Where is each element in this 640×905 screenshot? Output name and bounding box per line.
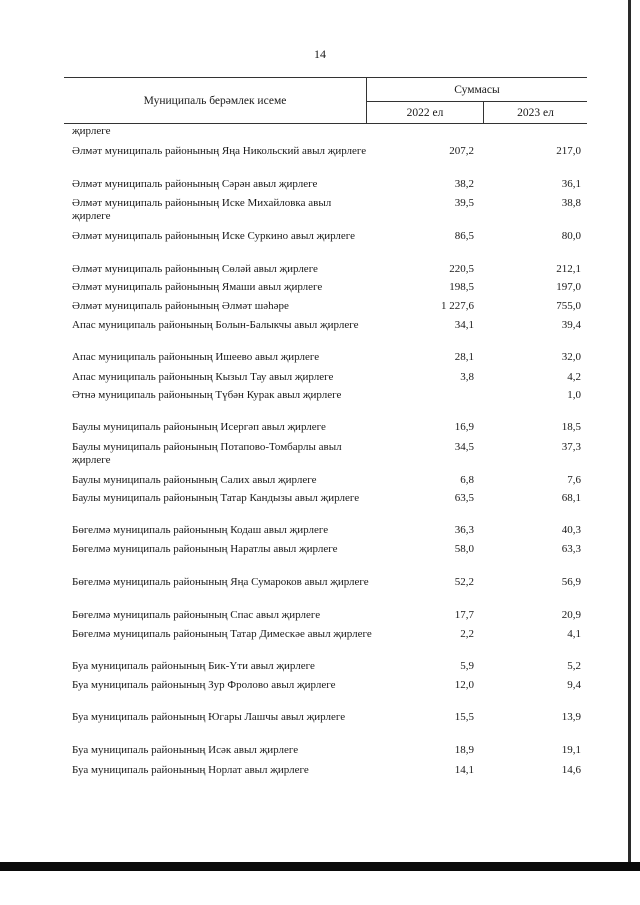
row-name: Баулы муниципаль районының Салих авыл җирлеге	[72, 474, 317, 486]
row-value-2022: 17,7	[454, 609, 474, 621]
row-value-2023: 56,9	[561, 576, 581, 588]
row-name: Бөгелмә муниципаль районының Яңа Сумароков авыл җирлеге	[72, 576, 369, 588]
row-value-2022: 28,1	[454, 351, 474, 363]
row-value-2023: 1,0	[567, 389, 581, 401]
row-value-2022: 38,2	[454, 178, 474, 190]
row-name: Әлмәт муниципаль районының Яңа Никольский авыл җирлеге	[72, 145, 367, 157]
row-value-2022: 198,5	[449, 281, 474, 293]
row-value-2023: 39,4	[561, 319, 581, 331]
row-value-2023: 38,8	[561, 197, 581, 209]
row-value-2023: 4,2	[567, 371, 581, 383]
row-value-2023: 37,3	[561, 441, 581, 453]
row-value-2023: 7,6	[567, 474, 581, 486]
row-value-2023: 63,3	[561, 543, 581, 555]
row-value-2023: 20,9	[561, 609, 581, 621]
row-name: Апас муниципаль районының Болын-Балыкчы авыл җирлеге	[72, 319, 359, 331]
row-value-2023: 217,0	[556, 145, 581, 157]
row-value-2022: 86,5	[454, 230, 474, 242]
row-name: Апас муниципаль районының Кызыл Тау авыл җирлеге	[72, 371, 334, 383]
row-value-2022: 63,5	[454, 492, 474, 504]
row-name: Буа муниципаль районының Исәк авыл җирлеге	[72, 744, 299, 756]
row-value-2022: 15,5	[454, 711, 474, 723]
row-value-2023: 5,2	[567, 660, 581, 672]
row-name: Әлмәт муниципаль районының Иске Михайловка авыл җирлеге	[72, 197, 332, 222]
row-value-2023: 9,4	[567, 679, 581, 691]
row-name: Баулы муниципаль районының Татар Кандызы авыл җирлеге	[72, 492, 360, 504]
row-value-2023: 19,1	[561, 744, 581, 756]
row-name: Баулы муниципаль районының Исергәп авыл җирлеге	[72, 421, 326, 433]
row-name: Апас муниципаль районының Ишеево авыл җирлеге	[72, 351, 320, 363]
row-name: Буа муниципаль районының Зур Фролово авыл җирлеге	[72, 679, 336, 691]
row-value-2022: 1 227,6	[441, 300, 474, 312]
row-value-2023: 4,1	[567, 628, 581, 640]
row-value-2022: 5,9	[460, 660, 474, 672]
column-header-sum: Суммасы	[454, 83, 500, 96]
row-name: Баулы муниципаль районының Потапово-Томбарлы авыл җирлеге	[72, 441, 342, 466]
row-value-2022: 16,9	[454, 421, 474, 433]
row-value-2023: 40,3	[561, 524, 581, 536]
column-header-2022: 2022 ел	[406, 107, 444, 119]
row-name: Әлмәт муниципаль районының Сәрән авыл җирлеге	[72, 178, 318, 190]
row-value-2023: 755,0	[556, 300, 581, 312]
row-value-2022: 18,9	[454, 744, 474, 756]
row-name: Әтнә муниципаль районының Түбән Курак авыл җирлеге	[72, 389, 342, 401]
scan-bottom-bar	[0, 862, 640, 871]
row-value-2023: 13,9	[561, 711, 581, 723]
row-name: Буа муниципаль районының Бик-Үти авыл җирлеге	[72, 660, 315, 672]
row-name: Бөгелмә муниципаль районының Кодаш авыл җирлеге	[72, 524, 329, 536]
row-name: Әлмәт муниципаль районының Иске Суркино авыл җирлеге	[72, 230, 356, 242]
row-name: Буа муниципаль районының Норлат авыл җирлеге	[72, 764, 309, 776]
row-value-2022: 14,1	[454, 764, 474, 776]
column-header-2023: 2023 ел	[517, 107, 554, 119]
row-value-2023: 68,1	[561, 492, 581, 504]
row-value-2022: 220,5	[449, 263, 474, 275]
row-value-2023: 197,0	[556, 281, 581, 293]
row-name: Буа муниципаль районының Югары Лашчы авыл җирлеге	[72, 711, 346, 723]
row-value-2023: 14,6	[561, 764, 581, 776]
row-value-2022: 207,2	[449, 145, 474, 157]
row-value-2023: 36,1	[561, 178, 581, 190]
row-value-2022: 6,8	[460, 474, 474, 486]
row-name: Әлмәт муниципаль районының Әлмәт шәһәре	[72, 300, 289, 312]
row-name: Бөгелмә муниципаль районының Татар Димескәе авыл җирлеге	[72, 628, 372, 640]
row-name: Бөгелмә муниципаль районының Спас авыл җирлеге	[72, 609, 321, 621]
row-value-2023: 32,0	[561, 351, 581, 363]
row-name: Бөгелмә муниципаль районының Наратлы авыл җирлеге	[72, 543, 338, 555]
row-name: Әлмәт муниципаль районының Сөләй авыл җирлеге	[72, 263, 318, 275]
row-value-2023: 18,5	[561, 421, 581, 433]
row-name: Әлмәт муниципаль районының Ямаши авыл җирлеге	[72, 281, 323, 293]
row-name: җирлеге	[72, 125, 111, 137]
row-value-2022: 3,8	[460, 371, 474, 383]
row-value-2022: 52,2	[454, 576, 474, 588]
row-value-2022: 58,0	[454, 543, 474, 555]
column-header-name: Муниципаль берәмлек исеме	[143, 95, 287, 107]
row-value-2022: 34,5	[454, 441, 474, 453]
row-value-2022: 12,0	[454, 679, 474, 691]
row-value-2022: 34,1	[454, 319, 474, 331]
row-value-2022: 39,5	[454, 197, 474, 209]
page-number: 14	[314, 47, 326, 61]
row-value-2022: 36,3	[454, 524, 474, 536]
row-value-2022: 2,2	[460, 628, 474, 640]
row-value-2023: 212,1	[556, 263, 581, 275]
scan-edge-line	[628, 0, 631, 862]
row-value-2023: 80,0	[561, 230, 581, 242]
